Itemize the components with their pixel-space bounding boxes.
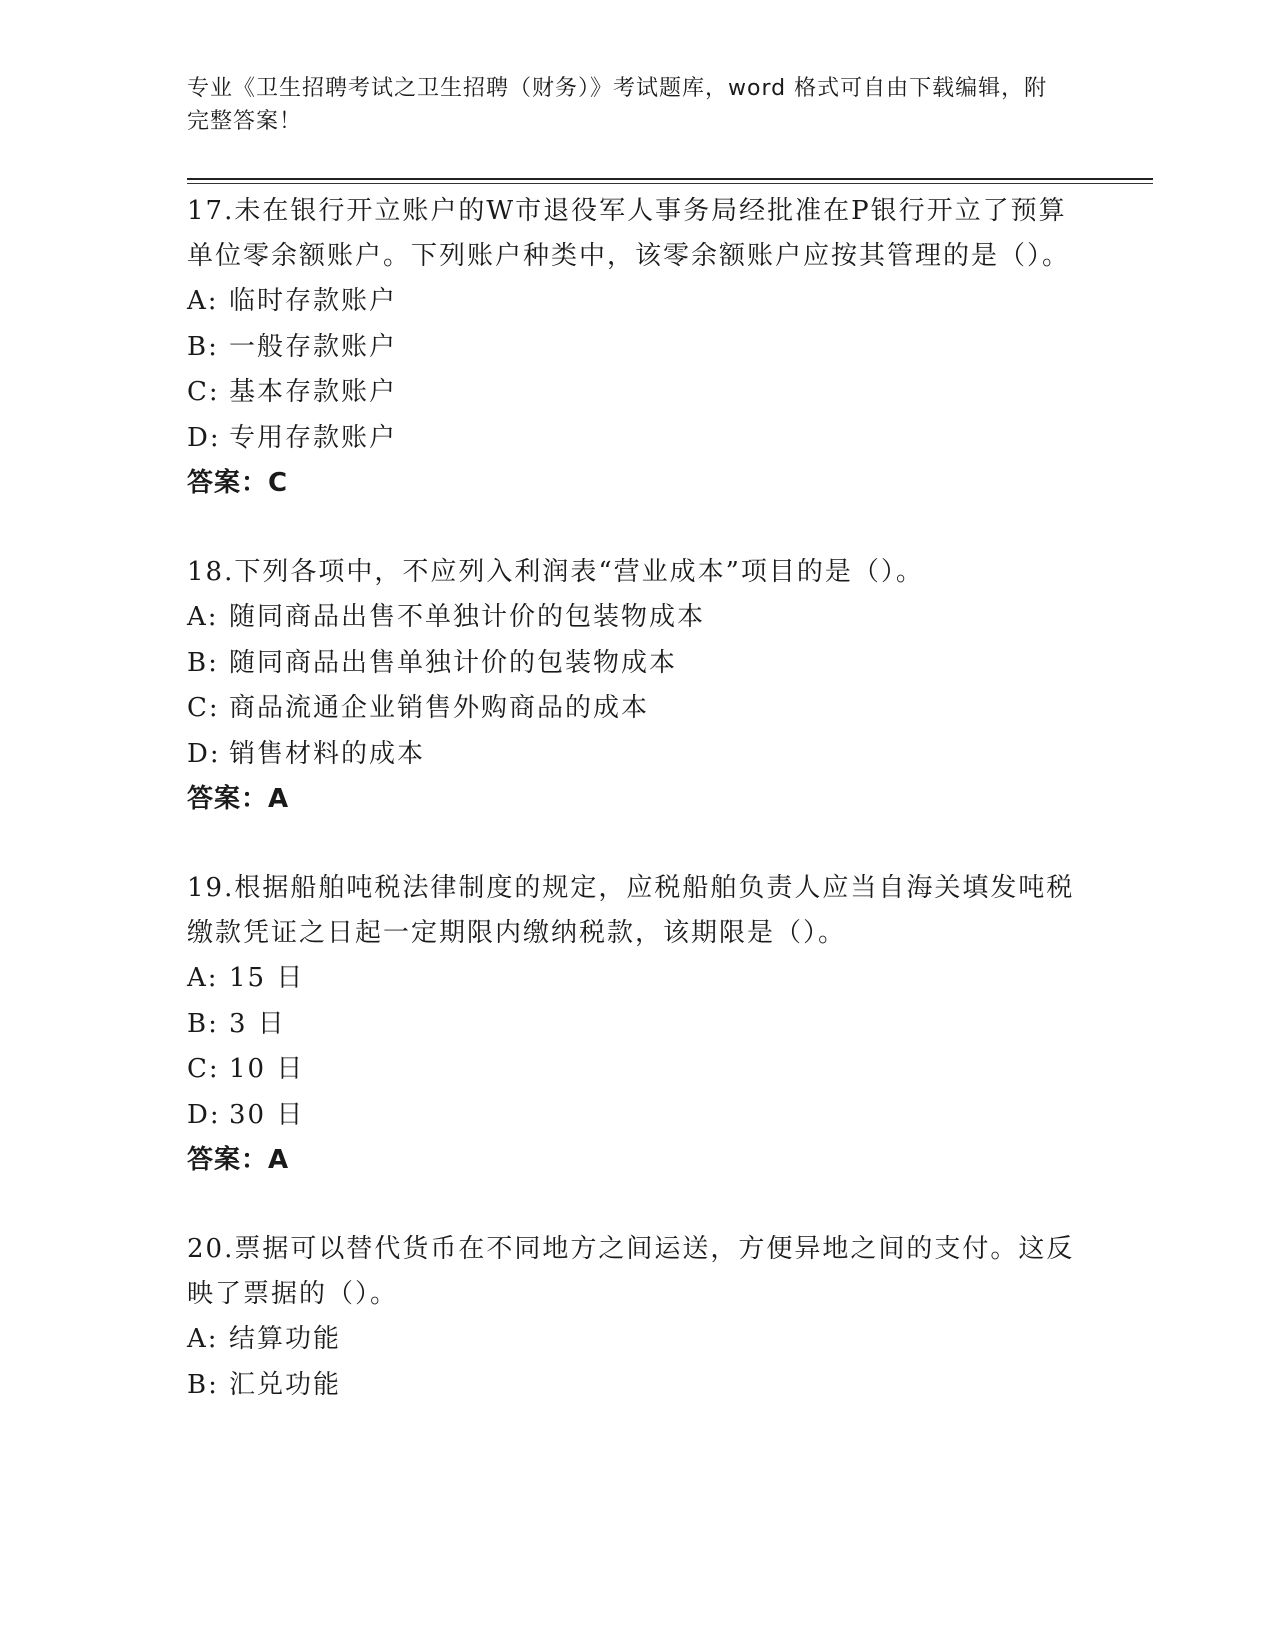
option-letter: D:: [187, 1099, 221, 1130]
option-text: 商品流通企业销售外购商品的成本: [229, 693, 650, 723]
option-b: [187, 1002, 1087, 1048]
option-letter: D:: [187, 422, 221, 453]
question-stem: 17.未在银行开立账户的W市退役军人事务局经批准在P银行开立了预算单位零余额账户。下列账户种类中，该零余额账户应按其管理的是（）。: [187, 196, 1071, 271]
question-stem: 19.根据船舶吨税法律制度的规定，应税船舶负责人应当自海关填发吨税缴款凭证之日起一定期限内缴纳税款，该期限是（）。: [187, 873, 1075, 948]
option-text: 一般存款账户: [229, 331, 398, 362]
option-text: 结算功能: [229, 1324, 342, 1354]
option-letter: C:: [187, 1054, 220, 1084]
option-letter: B:: [187, 331, 219, 362]
option-c: [187, 370, 1087, 416]
answer-line: 答案：C: [187, 468, 289, 498]
question-stem: 18.下列各项中，不应列入利润表“营业成本”项目的是（）。: [187, 557, 924, 587]
option-text: 销售材料的成本: [229, 738, 426, 769]
option-c: [187, 686, 1087, 732]
option-a: [187, 1317, 1087, 1363]
option-text: 基本存款账户: [229, 377, 398, 407]
option-d: [187, 416, 1087, 462]
option-c: [187, 1047, 1087, 1093]
option-a: [187, 595, 1087, 641]
header-divider-thick: [187, 178, 1153, 180]
option-a: [187, 956, 1087, 1002]
option-b: [187, 1363, 1087, 1409]
header-divider-thin: [187, 183, 1153, 184]
question-item: [187, 866, 1087, 1183]
document-header: 专业《卫生招聘考试之卫生招聘（财务）》考试题库，word 格式可自由下载编辑，附完整答案！: [187, 76, 1048, 134]
option-text: 10 日: [229, 1054, 305, 1084]
option-text: 汇兑功能: [229, 1369, 342, 1400]
question-item: [187, 1227, 1087, 1408]
option-letter: B:: [187, 647, 219, 678]
option-d: [187, 732, 1087, 778]
option-text: 3 日: [229, 1008, 286, 1039]
option-text: 专用存款账户: [229, 422, 398, 453]
option-letter: A:: [187, 602, 219, 632]
answer-line: 答案：A: [187, 784, 290, 814]
option-text: 随同商品出售单独计价的包装物成本: [229, 647, 678, 678]
option-letter: A:: [187, 963, 219, 993]
question-item: [187, 550, 1087, 822]
option-text: 临时存款账户: [229, 286, 398, 316]
option-letter: D:: [187, 738, 221, 769]
option-letter: A:: [187, 1324, 219, 1354]
option-text: 15 日: [229, 963, 305, 993]
question-stem: 20.票据可以替代货币在不同地方之间运送，方便异地之间的支付。这反映了票据的（）。: [187, 1234, 1075, 1309]
option-text: 随同商品出售不单独计价的包装物成本: [229, 602, 706, 632]
option-letter: B:: [187, 1008, 219, 1039]
option-letter: C:: [187, 693, 220, 723]
option-a: [187, 279, 1087, 325]
option-b: [187, 325, 1087, 371]
question-item: [187, 189, 1087, 506]
option-d: [187, 1093, 1087, 1139]
option-text: 30 日: [229, 1099, 305, 1130]
answer-line: 答案：A: [187, 1145, 290, 1175]
option-b: [187, 641, 1087, 687]
option-letter: A:: [187, 286, 219, 316]
question-list: [187, 189, 1087, 1452]
option-letter: B:: [187, 1369, 219, 1400]
option-letter: C:: [187, 377, 220, 407]
